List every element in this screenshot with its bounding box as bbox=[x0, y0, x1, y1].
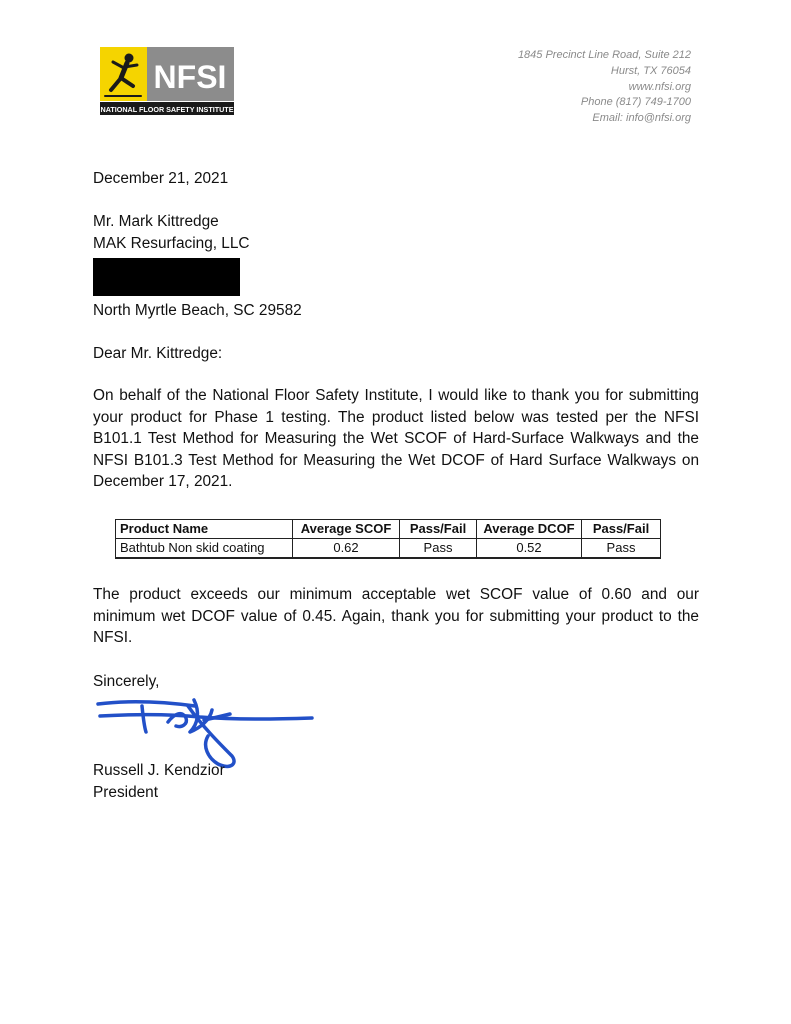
col-average-dcof: Average DCOF bbox=[477, 520, 582, 539]
closing: Sincerely, bbox=[93, 673, 160, 690]
address-city: Hurst, TX 76054 bbox=[610, 64, 691, 77]
address-email: Email: info@nfsi.org bbox=[592, 112, 691, 125]
col-pass-fail-dcof: Pass/Fail bbox=[582, 520, 661, 539]
cell-pass-fail-scof: Pass bbox=[400, 539, 477, 559]
salutation: Dear Mr. Kittredge: bbox=[93, 345, 223, 362]
nfsi-logo bbox=[99, 46, 235, 116]
redacted-street-address bbox=[93, 258, 240, 296]
cell-product-name: Bathtub Non skid coating bbox=[116, 539, 293, 559]
col-pass-fail-scof: Pass/Fail bbox=[400, 520, 477, 539]
logo-tagline: NATIONAL FLOOR SAFETY INSTITUTE bbox=[100, 105, 234, 114]
body-paragraph-2: The product exceeds our minimum acceptable wet SCOF value of 0.60 and our minimum wet DCOF value of 0.45. Again, thank you for submitting your product to the NFSI. bbox=[93, 586, 699, 646]
address-web: www.nfsi.org bbox=[628, 80, 691, 93]
table-row bbox=[116, 539, 661, 559]
letterhead-address bbox=[518, 48, 691, 127]
signer-name: Russell J. Kendzior bbox=[93, 762, 225, 779]
col-product-name: Product Name bbox=[116, 520, 293, 539]
cell-average-scof: 0.62 bbox=[293, 539, 400, 559]
body-paragraph-1: On behalf of the National Floor Safety Institute, I would like to thank you for submitting your product for Phase 1 testing. The product listed below was tested per the NFSI B101.1 Test Method for Measuring the Wet SCOF of Hard-Surface Walkways and the NFSI B101.3 Test Method for Measuring the Wet DCOF of Hard Surface Walkways on December 17, 2021. bbox=[93, 387, 699, 490]
recipient-block bbox=[93, 211, 250, 254]
test-results-table bbox=[115, 519, 661, 559]
recipient-city: North Myrtle Beach, SC 29582 bbox=[93, 302, 302, 319]
recipient-name: Mr. Mark Kittredge bbox=[93, 213, 219, 230]
address-street: 1845 Precinct Line Road, Suite 212 bbox=[517, 49, 691, 61]
table-header-row bbox=[116, 520, 661, 539]
cell-pass-fail-dcof: Pass bbox=[582, 539, 661, 559]
recipient-company: MAK Resurfacing, LLC bbox=[93, 234, 250, 252]
cell-average-dcof: 0.52 bbox=[477, 539, 582, 559]
signer-title: President bbox=[93, 783, 159, 801]
logo-letters: NFSI bbox=[153, 59, 227, 95]
address-phone: Phone (817) 749-1700 bbox=[580, 96, 691, 109]
signer-block bbox=[93, 760, 225, 803]
col-average-scof: Average SCOF bbox=[293, 520, 400, 539]
letter-date: December 21, 2021 bbox=[93, 170, 229, 187]
